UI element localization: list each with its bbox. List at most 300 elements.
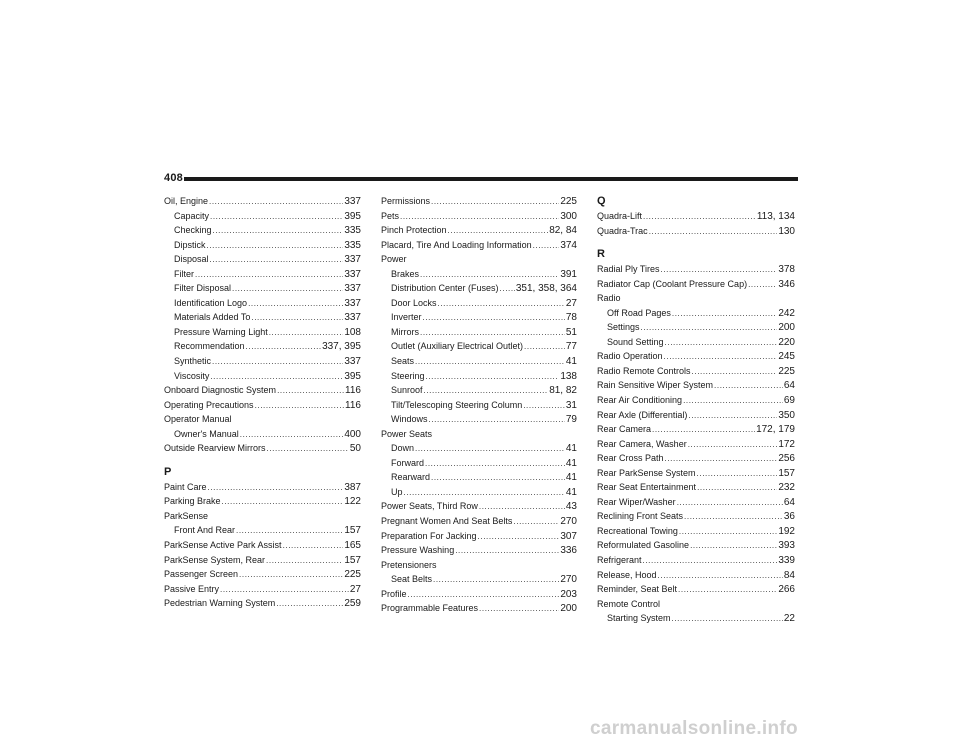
entry-text: Dipstick [174,239,206,250]
entry-text: Up [391,486,403,497]
dot-leader [748,277,777,293]
entry-text: Radial Ply Tires [597,264,660,275]
page-reference: 41 [565,472,577,484]
dot-leader [210,369,343,385]
index-subentry [164,523,361,538]
index-entry [597,553,795,568]
page-reference: 337 [344,283,361,295]
dot-leader [420,325,565,341]
index-entry [597,538,795,553]
entry-text: Disposal [174,254,209,265]
dot-leader [255,398,344,414]
entry-text: Recommendation [174,341,245,352]
page-reference: 165 [344,540,361,552]
entry-text: Sound Setting [607,336,664,347]
dot-leader [276,596,343,612]
page-reference: 245 [778,351,795,363]
page-reference: 22 [783,613,795,625]
index-entry [597,378,795,393]
index-entry [381,601,577,616]
dot-leader [500,281,515,297]
entry-text: Radiator Cap (Coolant Pressure Cap) [597,278,748,289]
index-entry [597,568,795,583]
dot-leader [277,383,344,399]
index-subentry [164,209,361,224]
index-subentry [164,369,361,384]
page-reference: 116 [345,385,361,397]
dot-leader [533,238,560,254]
dot-leader [688,408,777,424]
dot-leader [213,223,344,239]
index-subentry [381,354,577,369]
page-reference: 387 [344,481,361,493]
index-entry [597,209,795,224]
entry-text: Pregnant Women And Seat Belts [381,516,513,527]
entry-text: Power Seats [381,428,433,439]
index-entry [381,543,577,558]
dot-leader [408,587,560,603]
page-reference: 116 [345,399,361,411]
entry-text: Checking [174,225,212,236]
dot-leader [672,306,777,322]
page-reference: 200 [560,603,577,615]
page-reference: 225 [560,196,577,207]
entry-text: Operator Manual [164,414,232,425]
page-reference: 395 [344,370,361,382]
dot-leader [210,252,344,268]
entry-text: Passive Entry [164,583,220,594]
index-subentry [164,267,361,282]
index-entry [381,238,577,253]
dot-leader [251,310,343,326]
dot-leader [415,441,565,457]
page-reference: 270 [560,516,577,528]
page-reference: 270 [560,574,577,586]
entry-text: Operating Precautions [164,399,254,410]
dot-leader [404,485,565,501]
dot-leader [524,339,565,355]
page-reference: 77 [565,341,577,353]
page-reference: 225 [344,569,361,581]
dot-leader [438,296,565,312]
entry-text: Pinch Protection [381,225,447,236]
index-subentry [164,296,361,311]
entry-text: Forward [391,457,425,468]
entry-text: Owner's Manual [174,428,239,439]
dot-leader [239,567,343,583]
page-reference: 79 [565,414,577,426]
index-entry [164,582,361,597]
index-entry [381,209,577,224]
page-reference: 346 [778,278,795,290]
page-reference: 130 [778,225,795,237]
entry-text: Quadra-Trac [597,225,648,236]
entry-text: Rear Air Conditioning [597,395,683,406]
entry-text: Radio [597,293,621,304]
index-subentry [381,470,577,485]
entry-text: Pressure Washing [381,545,455,556]
entry-text: ParkSense [164,510,209,521]
entry-text: Identification Logo [174,297,248,308]
index-entry [597,422,795,437]
page-reference: 335 [344,225,361,237]
entry-text: Radio Operation [597,351,663,362]
dot-leader [677,495,783,511]
dot-leader [248,296,343,312]
dot-leader [672,611,783,627]
index-subentry [164,339,361,354]
dot-leader [267,441,349,457]
entry-text: Reformulated Gasoline [597,540,690,551]
index-subentry [164,310,361,325]
index-entry [164,441,361,456]
entry-text: Rear ParkSense System [597,467,696,478]
index-subentry [381,412,577,427]
index-letter-heading: Q [597,195,606,207]
page-reference: 41 [565,356,577,368]
page-reference: 84 [783,569,795,581]
entry-text: Passenger Screen [164,569,239,580]
page-reference: 300 [560,210,577,222]
entry-text: Outside Rearview Mirrors [164,443,266,454]
index-entry [597,349,795,364]
dot-leader [431,470,565,486]
entry-text: Off Road Pages [607,307,671,318]
index-subentry [164,427,361,442]
index-subentry [164,281,361,296]
entry-text: ParkSense Active Park Assist [164,540,282,551]
index-entry [381,529,577,544]
dot-leader [431,194,559,210]
page-reference: 64 [783,380,795,392]
index-subentry [597,611,795,626]
index-letter-heading: P [164,465,172,478]
entry-text: Materials Added To [174,312,251,323]
page-reference: 337, 395 [322,341,361,353]
index-subentry [597,320,795,335]
index-entry [164,398,361,413]
dot-leader [697,480,777,496]
index-subentry [381,398,577,413]
entry-text: Release, Hood [597,569,657,580]
index-entry [597,408,795,423]
page-reference: 307 [560,530,577,542]
dot-leader [649,224,778,240]
dot-leader [664,349,778,365]
index-heading [381,252,577,267]
dot-leader [415,354,565,370]
index-entry [381,514,577,529]
entry-text: Parking Brake [164,496,221,507]
dot-leader [643,553,778,569]
index-entry [381,499,577,514]
dot-leader [665,451,778,467]
entry-text: Mirrors [391,326,419,337]
dot-leader [420,267,559,283]
index-entry [164,553,361,568]
page-reference: 69 [783,395,795,407]
dot-leader [266,553,343,569]
dot-leader [697,466,778,482]
dot-leader [212,354,343,370]
index-entry [164,383,361,398]
page-number: 408 [164,172,183,184]
dot-leader [195,267,343,283]
index-subentry [381,485,577,500]
page-reference: 374 [560,239,577,251]
page-reference: 395 [344,210,361,222]
entry-text: Down [391,443,415,454]
dot-leader [679,524,777,540]
page-reference: 43 [565,501,577,513]
entry-text: Power Seats, Third Row [381,501,478,512]
page-reference: 337 [344,254,361,266]
dot-leader [658,568,783,584]
page-reference: 122 [344,496,361,508]
dot-leader [523,398,565,414]
entry-text: Quadra-Lift [597,211,643,221]
dot-leader [714,378,783,394]
dot-leader [692,364,778,380]
entry-text: Preparation For Jacking [381,530,477,541]
page-reference: 391 [560,268,577,280]
dot-leader [425,456,565,472]
entry-text: Distribution Center (Fuses) [391,283,499,294]
dot-leader [424,383,549,399]
entry-text: Tilt/Telescoping Steering Column [391,399,523,410]
dot-leader [652,422,755,438]
page-reference: 192 [778,525,795,537]
entry-text: Rear Camera [597,424,652,435]
dot-leader [423,310,565,326]
entry-text: Front And Rear [174,525,236,536]
dot-leader [240,427,344,443]
dot-leader [208,480,344,496]
page-reference: 266 [778,584,795,596]
dot-leader [400,209,559,225]
dot-leader [209,194,343,210]
dot-leader [678,582,777,598]
entry-text: Rear Cross Path [597,453,664,464]
entry-text: Rear Wiper/Washer [597,496,676,507]
page-reference: 113, 134 [756,211,795,222]
dot-leader [246,339,322,355]
dot-leader [269,325,344,341]
page-reference: 337 [344,356,361,368]
entry-text: Door Locks [391,297,437,308]
entry-text: Remote Control [597,598,661,609]
dot-leader [236,523,343,539]
page-reference: 259 [344,598,361,610]
index-entry [381,194,577,209]
index-subentry [164,325,361,340]
index-entry [164,494,361,509]
entry-text: Power [381,254,407,265]
entry-text: Filter Disposal [174,283,232,294]
entry-text: Seats [391,356,415,367]
index-entry [597,509,795,524]
index-entry [597,364,795,379]
dot-leader [426,369,560,385]
index-entry [597,451,795,466]
entry-text: Pressure Warning Light [174,326,268,337]
page-reference: 337 [344,312,361,324]
entry-text: Rear Camera, Washer [597,438,687,449]
index-heading [381,558,577,573]
dot-leader [210,209,343,225]
index-letter-heading: R [597,248,605,261]
index-heading [164,509,361,524]
dot-leader [643,209,756,225]
entry-text: Rain Sensitive Wiper System [597,380,714,391]
entry-text: Starting System [607,613,671,624]
index-entry [597,524,795,539]
entry-text: Permissions [381,196,431,206]
dot-leader [661,262,778,278]
page-reference: 50 [349,443,361,455]
page-reference: 393 [778,540,795,552]
index-subentry [381,339,577,354]
page-reference: 157 [344,525,361,537]
index-entry [381,587,577,602]
index-subentry [381,369,577,384]
index-subentry [381,310,577,325]
page-reference: 41 [565,443,577,455]
index-entry [597,582,795,597]
index-subentry [381,267,577,282]
index-entry [164,194,361,209]
page-reference: 232 [778,482,795,494]
entry-text: Outlet (Auxiliary Electrical Outlet) [391,341,524,352]
index-entry [164,480,361,495]
page-reference: 157 [344,554,361,566]
entry-text: Rear Seat Entertainment [597,482,697,493]
entry-text: Profile [381,588,407,599]
entry-text: Reminder, Seat Belt [597,584,678,595]
index-subentry [597,335,795,350]
dot-leader [479,499,565,515]
page-reference: 81, 82 [549,385,577,397]
entry-text: ParkSense System, Rear [164,554,266,565]
dot-leader [513,514,559,530]
entry-text: Programmable Features [381,603,479,614]
page-reference: 172, 179 [756,424,795,436]
entry-text: Placard, Tire And Loading Information [381,239,532,250]
dot-leader [448,223,549,239]
page-reference: 41 [565,486,577,498]
page-reference: 339 [778,555,795,567]
page-reference: 337 [344,268,361,280]
entry-text: Capacity [174,210,210,221]
entry-text: Inverter [391,312,422,323]
index-heading [597,291,795,306]
entry-text: Windows [391,414,428,425]
index-subentry [381,296,577,311]
page-reference: 31 [565,399,577,411]
entry-text: Viscosity [174,370,210,381]
page-reference: 157 [778,467,795,479]
dot-leader [232,281,343,297]
dot-leader [683,393,783,409]
dot-leader [690,538,777,554]
entry-text: Reclining Front Seats [597,511,684,522]
index-entry [597,393,795,408]
entry-text: Pets [381,210,400,221]
index-subentry [381,325,577,340]
dot-leader [479,601,559,617]
page-reference: 78 [565,312,577,324]
index-entry [164,538,361,553]
index-subentry [381,456,577,471]
page-reference: 337 [344,196,361,207]
dot-leader [283,538,344,554]
entry-text: Recreational Towing [597,525,678,536]
entry-text: Onboard Diagnostic System [164,385,277,396]
index-subentry [381,383,577,398]
entry-text: Paint Care [164,481,207,492]
page-reference: 203 [560,588,577,600]
index-entry [597,262,795,277]
index-subentry [381,281,577,296]
page-reference: 400 [344,428,361,440]
dot-leader [207,238,344,254]
index-subentry [164,238,361,253]
page-reference: 172 [778,438,795,450]
page-reference: 64 [783,496,795,508]
index-subentry [164,223,361,238]
index-subentry [381,441,577,456]
dot-leader [478,529,560,545]
entry-text: Synthetic [174,356,212,367]
entry-text: Filter [174,268,194,279]
index-entry [164,596,361,611]
entry-text: Pedestrian Warning System [164,598,276,609]
page-reference: 256 [778,453,795,465]
dot-leader [429,412,565,428]
index-heading [381,427,577,442]
index-entry [597,495,795,510]
dot-leader [455,543,559,559]
page-reference: 337 [344,297,361,309]
index-entry [597,277,795,292]
page-reference: 336 [560,545,577,557]
page-reference: 82, 84 [549,225,577,237]
page-reference: 108 [344,326,361,338]
dot-leader [688,437,778,453]
page-reference: 335 [344,239,361,251]
page-reference: 350 [778,409,795,421]
entry-text: Rearward [391,472,431,483]
entry-text: Sunroof [391,385,423,396]
entry-text: Radio Remote Controls [597,365,691,376]
page-reference: 51 [565,326,577,338]
index-heading [164,412,361,427]
index-entry [597,466,795,481]
page-reference: 41 [565,457,577,469]
index-entry [597,480,795,495]
page-reference: 225 [778,365,795,377]
index-subentry [597,306,795,321]
header-rule [184,177,798,181]
dot-leader [684,509,783,525]
page-reference: 200 [778,322,795,334]
index-column-1 [164,194,361,611]
index-column-2 [381,194,577,616]
index-heading [597,597,795,612]
page-reference: 27 [349,583,361,595]
index-subentry [381,572,577,587]
page-reference: 36 [783,511,795,523]
